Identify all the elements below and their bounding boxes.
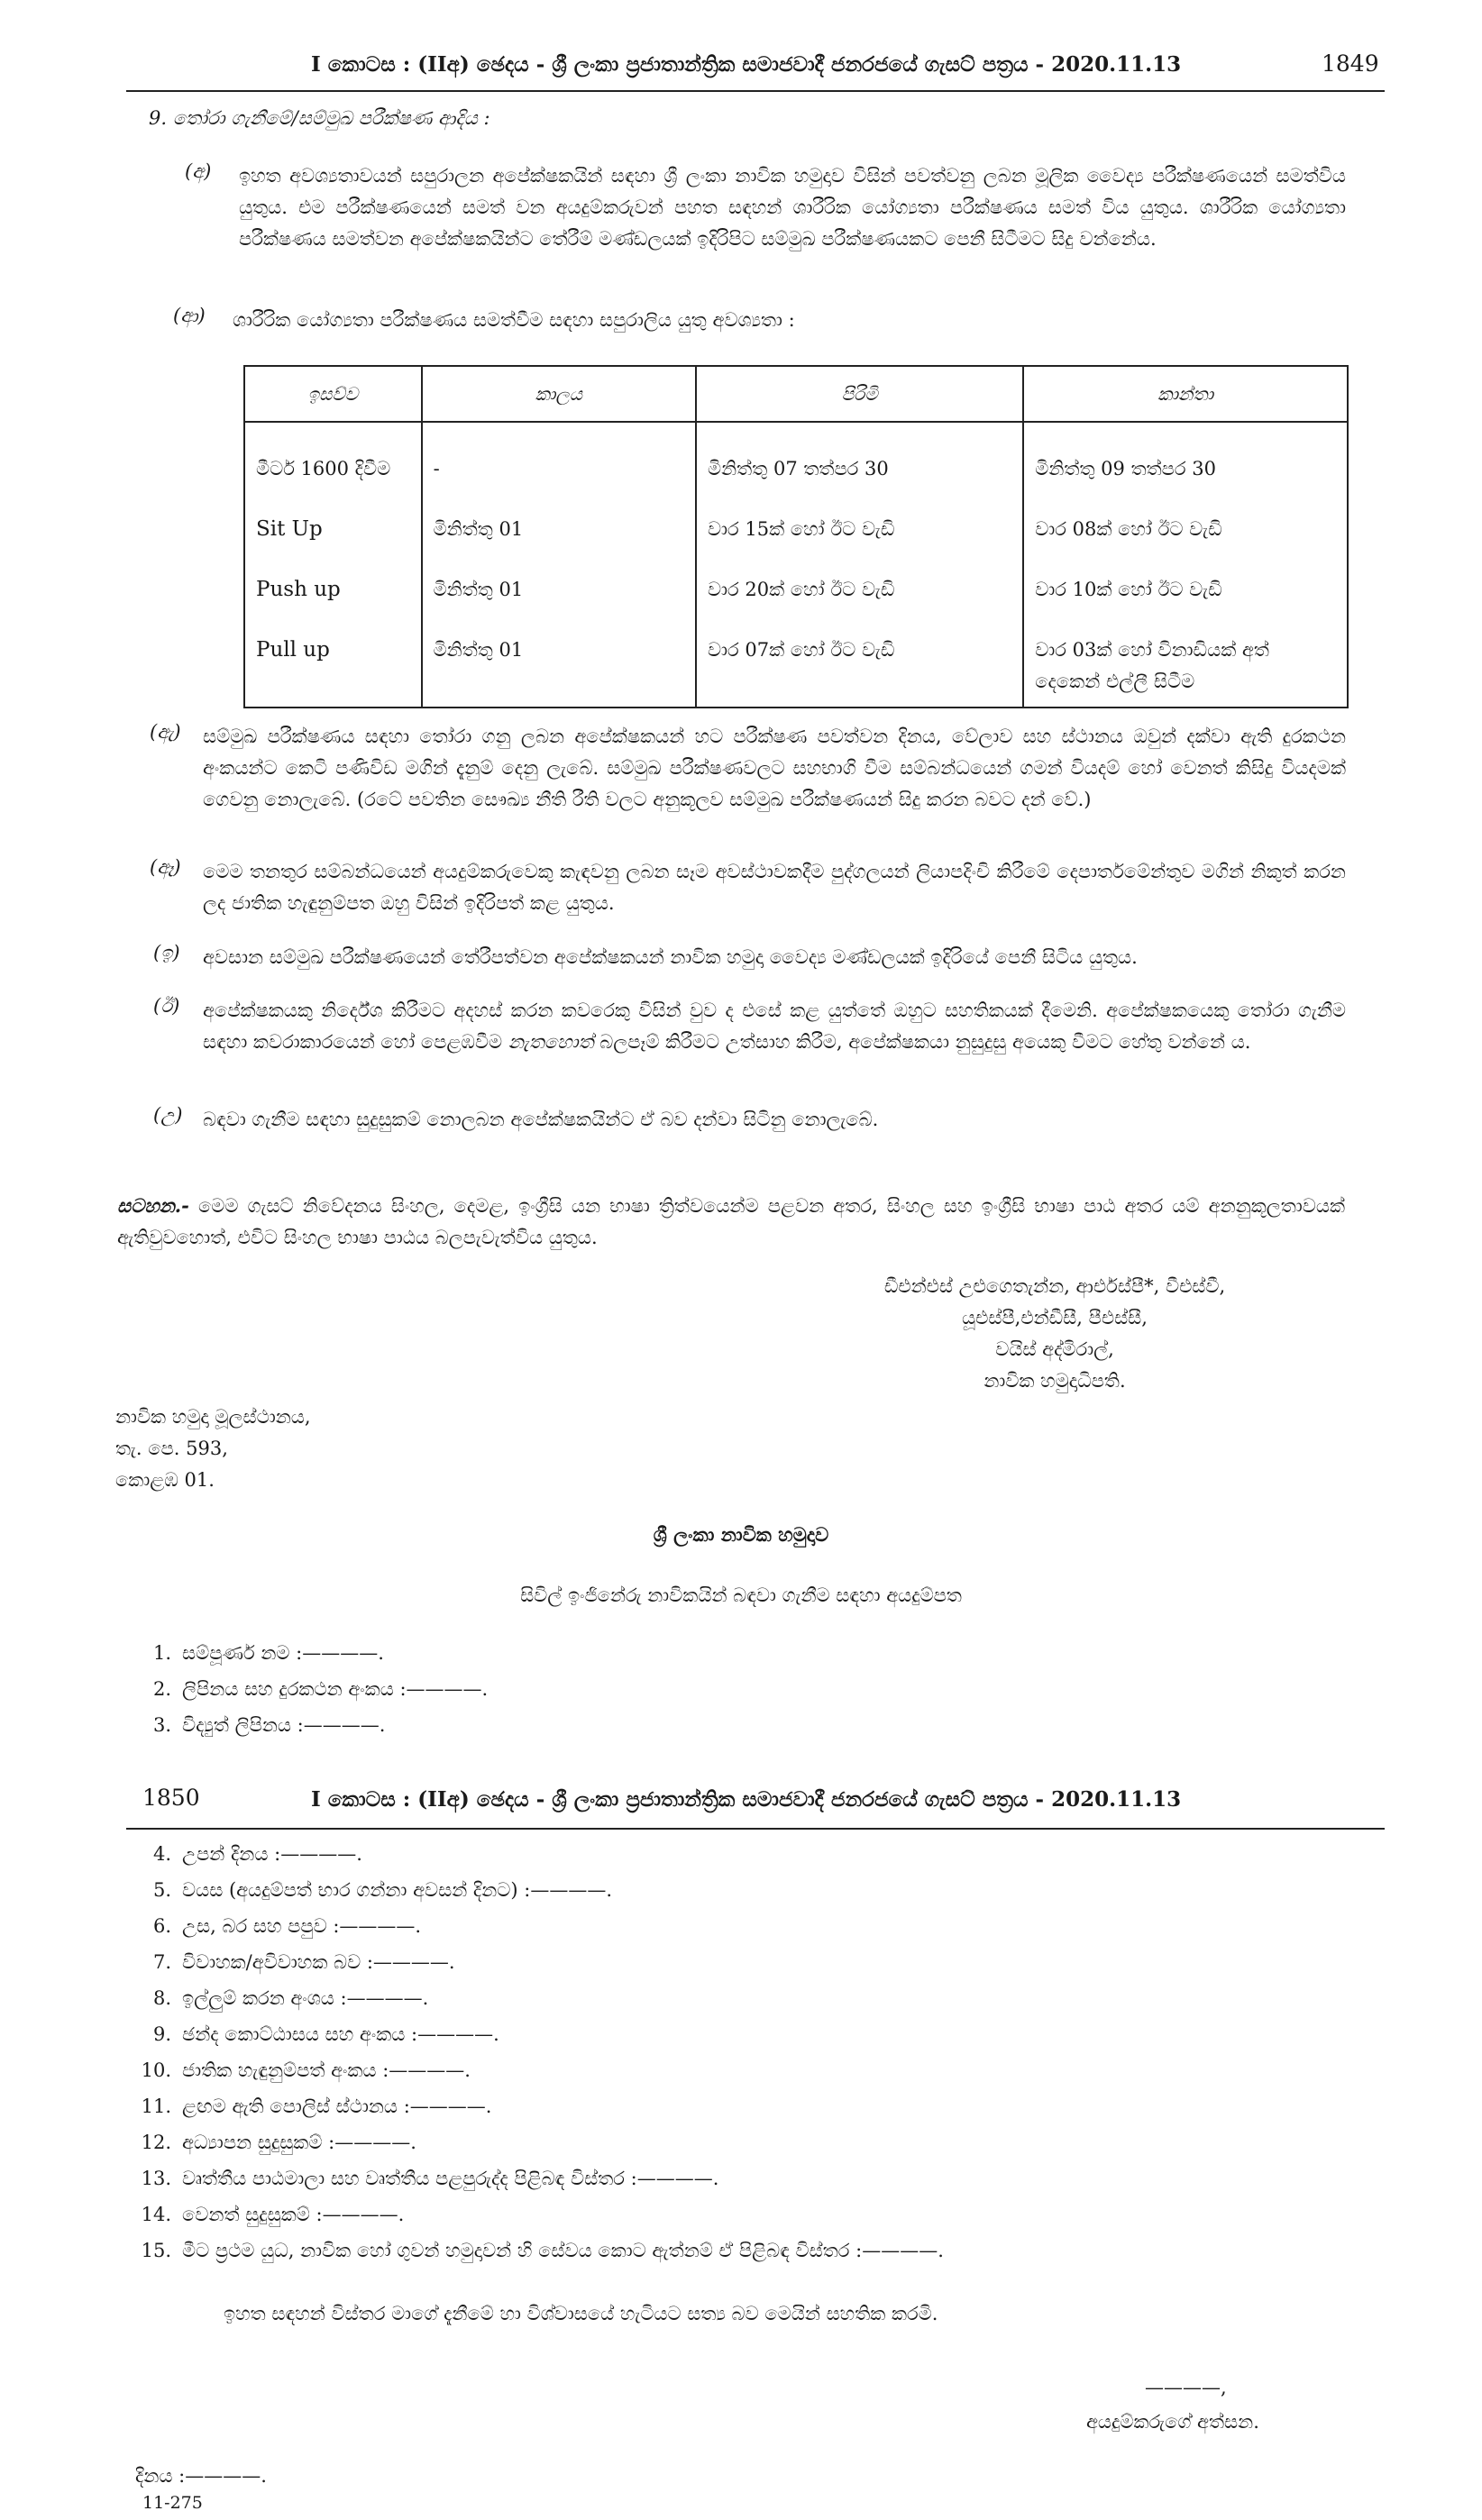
fitness-table: [243, 365, 1349, 708]
table-cell: Push up: [256, 578, 341, 601]
form-item: [135, 1879, 612, 1902]
table-cell: මිනිත්තු 01: [433, 639, 524, 661]
table-cell: Pull up: [256, 638, 330, 662]
item-a-text: ඉහත අවශ්‍යතාවයන් සපුරාලන අපේක්ෂකයින් සඳහා ශ්‍රී ලංකා නාවික හමුදාව විසින් පවත්වනු ලබන මූලික වෛද්‍ය පරීක්ෂණයෙන් සමත්විය යුතුය. එම පරීක්ෂණයෙන් සමත් වන අයදුම්කරුවන් පහත සඳහන් ශාරීරික යෝග්‍යතා පරීක්ෂණය සමත් විය යුතුය. ශාරීරික යෝග්‍යතා පරීක්ෂණය සමත්වන අපේක්ෂකයින්ට තේරීම් මණ්ඩලයක් ඉදිරිපිට සම්මුඛ පරීක්ෂණයකට පෙනී සිටීමට සිදු වන්නේය.: [239, 165, 1346, 250]
item-ae-text: සම්මුඛ පරීක්ෂණය සඳහා තෝරා ගනු ලබන අපේක්ෂකයන් හට පරීක්ෂණ පවත්වන දිනය, වේලාව සහ ස්ථානය ඔවුන් දක්වා ඇති දුරකථන අංකයන්ට කෙටි පණිවිඩ මගින් දැනුම් දෙනු ලැබේ. සම්මුඛ පරීක්ෂණවලට සහභාගි වීම සම්බන්ධයෙන් ගමන් වියදම් හෝ වෙනත් කිසිදු වියදමක් ගෙවනු නොලැබේ. (රටේ පවතින සෞඛ්‍ය නීති රීති වලට අනුකූලව සම්මුඛ පරීක්ෂණයන් සිදු කරන බවට දන් වේ.): [203, 726, 1346, 810]
signature-line: වයිස් අද්මිරාල්,: [995, 1338, 1114, 1360]
page2-header-title: I කොටස : (IIඅ) ඡෙදය - ශ්‍රී ලංකා ප්‍රජාතාන්ත්‍රික සමාජවාදී ජනරජයේ ගැසට් පත්‍රය - 2020.11.13: [311, 1787, 1182, 1812]
form-item-label: විද්‍යුත් ලිපිනය :————.: [182, 1714, 386, 1736]
form-item-label: අධ්‍යාපන සුදුසුකම් :————.: [182, 2132, 416, 2153]
table-cell: මිනිත්තු 01: [433, 579, 524, 600]
address-line: තැ. පෙ. 593,: [115, 1438, 228, 1459]
fitness-table-header: කාන්තා: [1023, 366, 1348, 422]
form-title: ශ්‍රී ලංකා නාවික හමුදාව: [653, 1523, 829, 1546]
form-item: [135, 2168, 718, 2190]
fitness-table-header: පිරිමි: [696, 366, 1023, 422]
item-aee-text: මෙම තනතුර සම්බන්ධයෙන් අයදුම්කරුවෙකු කැඳවනු ලබන සෑම අවස්ථාවකදීම පුද්ගලයන් ලියාපදිංචි කිරීමේ දෙපාර්තමේන්තුව මගින් නිකුත් කරන ලද ජාතික හැඳුනුම්පත ඔහු විසින් ඉදිරිපත් කළ යුතුය.: [203, 861, 1346, 914]
fitness-table-column-female: [1023, 422, 1348, 708]
item-aa-text: ශාරීරික යෝග්‍යතා පරීක්ෂණය සමත්වීම සඳහා සපුරාලිය යුතු අවශ්‍යතා :: [233, 309, 795, 331]
item-ii-block: [203, 995, 1346, 1058]
table-cell: මිනිත්තු 07 තත්පර 30: [708, 458, 889, 479]
item-i-mark: (ඉ): [153, 942, 180, 963]
table-cell: මිනිත්තු 01: [433, 518, 524, 540]
form-item: [135, 2095, 491, 2118]
form-item-label: ඉල්ලුම් කරන අංශය :————.: [182, 1987, 429, 2009]
form-item-number: 4.: [152, 1843, 171, 1865]
fitness-table-header-row: [244, 366, 1348, 422]
address-block: [115, 1402, 311, 1496]
form-item-number: 7.: [152, 1951, 171, 1973]
form-item-number: 8.: [152, 1987, 171, 2009]
footer-code: 11-275: [142, 2493, 203, 2513]
item-aee-mark: (ඈ): [150, 856, 181, 878]
note-block: [117, 1190, 1345, 1254]
form-item-number: 10.: [141, 2059, 171, 2081]
form-item: [135, 1642, 384, 1665]
item-ae-mark: (ඇ): [150, 721, 181, 743]
address-line: කොළඹ 01.: [115, 1469, 215, 1491]
form-item-label: ළඟම ඇති පොලිස් ස්ථානය :————.: [182, 2095, 492, 2117]
item-a-mark: (අ): [185, 160, 212, 182]
signature-block: [784, 1271, 1325, 1397]
signature-line: ඩීඑන්එස් උළුගෙතැන්න, ආර්එස්පී*, වීඑස්වී,: [883, 1275, 1226, 1297]
item-ii-emphasis: නැතහොත්: [508, 1031, 594, 1053]
fitness-table-header: කාලය: [422, 366, 696, 422]
page2-page-number: 1850: [142, 1785, 200, 1811]
table-cell: වාර 03ක් හෝ විනාඩියක් අත් දෙකෙන් එල්ලී සිටීම: [1035, 639, 1269, 692]
fitness-table-header: ඉසව්ව: [244, 366, 422, 422]
form-item: [135, 2059, 471, 2082]
table-cell: මිනිත්තු 09 තත්පර 30: [1035, 458, 1216, 479]
form-item-label: වයස (අයදුම්පත් භාර ගන්නා අවසන් දිනට) :————.: [182, 1879, 613, 1901]
form-item-number: 14.: [141, 2204, 171, 2225]
form-item-label: උපන් දිනය :————.: [182, 1843, 362, 1865]
item-u-text: බඳවා ගැනීම සඳහා සුදුසුකම් නොලබන අපේක්ෂකයින්ට ඒ බව දන්වා සිටිනු නොලැබේ.: [203, 1109, 879, 1130]
date-field: දිනය :————.: [135, 2465, 267, 2487]
table-cell: වාර 08ක් හෝ ඊට වැඩි: [1035, 518, 1222, 540]
form-item: [135, 2204, 404, 2226]
form-item-label: වෘත්තීය පාඨමාලා සහ වෘත්තීය පළපුරුද්ද පිළිබඳ විස්තර :————.: [182, 2168, 719, 2189]
item-ii-mark: (ඊ): [153, 995, 180, 1017]
note-text: මෙම ගැසට් නිවේදනය සිංහල, දෙමළ, ඉංග්‍රීසි යන භාෂා ත්‍රිත්වයෙන්ම පළවන අතර, සිංහල සහ ඉංග්‍රීසි භාෂා පාඨ අතර යම් අනනුකූලතාවයක් ඇතිවුවහොත්, එවිට සිංහල භාෂා පාඨය බලපැවැත්විය යුතුය.: [117, 1195, 1345, 1248]
form-item-number: 1.: [152, 1642, 171, 1664]
form-item-label: වෙනත් සුදුසුකම් :————.: [182, 2204, 405, 2225]
table-cell: මීටර් 1600 දිවීම: [256, 458, 391, 479]
applicant-signature-label: අයදුම්කරුගේ අත්සන.: [1086, 2411, 1259, 2433]
table-cell: වාර 07ක් හෝ ඊට වැඩි: [708, 639, 895, 661]
form-item: [135, 2132, 416, 2154]
signature-line: යූඑස්පී,එන්ඩීසී, පීඑස්සී,: [962, 1307, 1148, 1328]
section9-heading: 9. තෝරා ගැනීමේ/සම්මුඛ පරීක්ෂණ ආදිය :: [149, 107, 490, 129]
form-item: [135, 1951, 455, 1974]
form-item: [135, 1843, 362, 1866]
form-item-label: ලිපිනය සහ දුරකථන අංකය :————.: [182, 1678, 489, 1700]
signature-line: නාවික හමුදාධිපති.: [983, 1370, 1126, 1392]
table-cell: වාර 10ක් හෝ ඊට වැඩි: [1035, 579, 1222, 600]
table-cell: -: [433, 458, 440, 479]
form-item-number: 2.: [152, 1678, 171, 1700]
fitness-table-column-event: [244, 422, 422, 708]
form-item-number: 13.: [141, 2168, 171, 2189]
table-cell: Sit Up: [256, 517, 323, 541]
form-item-number: 5.: [152, 1879, 171, 1901]
fitness-table-column-time: [422, 422, 696, 708]
form-item-label: විවාහක/අවිවාහක බව :————.: [182, 1951, 455, 1973]
page1-page-number: 1849: [1322, 50, 1379, 77]
form-item-number: 15.: [141, 2240, 171, 2261]
fitness-table-column-male: [696, 422, 1023, 708]
form-item-label: මීට ප්‍රථම යුධ, නාවික හෝ ගුවන් හමුදාවන් හි සේවය කොට ඇත්නම් ඒ පිළිබඳ විස්තර :————.: [182, 2240, 944, 2261]
form-item-label: සම්පූර්ණ නම :————.: [182, 1642, 384, 1664]
table-cell: වාර 20ක් හෝ ඊට වැඩි: [708, 579, 895, 600]
form-item: [135, 2240, 944, 2262]
page1-header-rule: [126, 90, 1385, 92]
form-item-number: 3.: [152, 1714, 171, 1736]
form-item: [135, 1915, 421, 1938]
form-item-label: උස, බර සහ පපුව :————.: [182, 1915, 422, 1937]
form-item-label: ඡන්ද කොට්ඨාසය සහ අංකය :————.: [182, 2023, 499, 2045]
certification-statement: ඉහත සඳහන් විස්තර මාගේ දැනීමේ හා විශ්වාසයේ හැටියට සත්‍ය බව මෙයින් සහතික කරමි.: [224, 2303, 938, 2324]
item-aa-mark: (ආ): [173, 305, 206, 326]
item-u-mark: (උ): [153, 1104, 183, 1126]
form-item-number: 6.: [152, 1915, 171, 1937]
page2-header-rule: [126, 1828, 1385, 1830]
applicant-signature-blank: ————,: [1145, 2377, 1227, 2398]
item-i-text: අවසාන සම්මුඛ පරීක්ෂණයෙන් තේරීපත්වන අපේක්ෂකයන් නාවික හමුදා වෛද්‍ය මණ්ඩලයක් ඉදිරියේ පෙනී සිටිය යුතුය.: [203, 946, 1138, 968]
form-item: [135, 1678, 488, 1701]
form-item-number: 9.: [152, 2023, 171, 2045]
item-ii-text: අපේක්ෂකයකු නිර්දේශ කිරීමට අදහස් කරන කවරෙකු විසින් වුව ද එසේ කළ යුත්තේ ඔහුට සහතිකයක් දීමෙනි. අපේක්ෂකයෙකු තෝරා ගැනීම සඳහා කවරාකාරයෙන් හෝ පෙළඹවීම: [203, 1000, 1346, 1053]
form-subtitle: සිවිල් ඉංජිනේරු නාවිකයින් බඳවා ගැනීම සඳහා අයදුම්පත: [520, 1584, 962, 1606]
form-item: [135, 1987, 428, 2010]
form-item: [135, 1714, 385, 1737]
form-item-number: 11.: [141, 2095, 171, 2117]
form-item-number: 12.: [141, 2132, 171, 2153]
form-item-label: ජාතික හැඳුනුම්පත් අංකය :————.: [182, 2059, 471, 2081]
item-ii-text-end: බලපෑම් කිරීමට උත්සාහ කිරීම, අපේක්ෂකයා නුසුදුසු අයෙකු වීමට හේතු වන්නේ ය.: [593, 1031, 1251, 1053]
note-label: සටහන.-: [117, 1194, 189, 1217]
form-item: [135, 2023, 499, 2046]
table-cell: වාර 15ක් හෝ ඊට වැඩි: [708, 518, 895, 540]
page1-header-title: I කොටස : (IIඅ) ඡෙදය - ශ්‍රී ලංකා ප්‍රජාතාන්ත්‍රික සමාජවාදී ජනරජයේ ගැසට් පත්‍රය - 2020.11.13: [311, 52, 1182, 77]
address-line: නාවික හමුදා මූලස්ථානය,: [115, 1406, 311, 1428]
fitness-table-body-row: [244, 422, 1348, 708]
